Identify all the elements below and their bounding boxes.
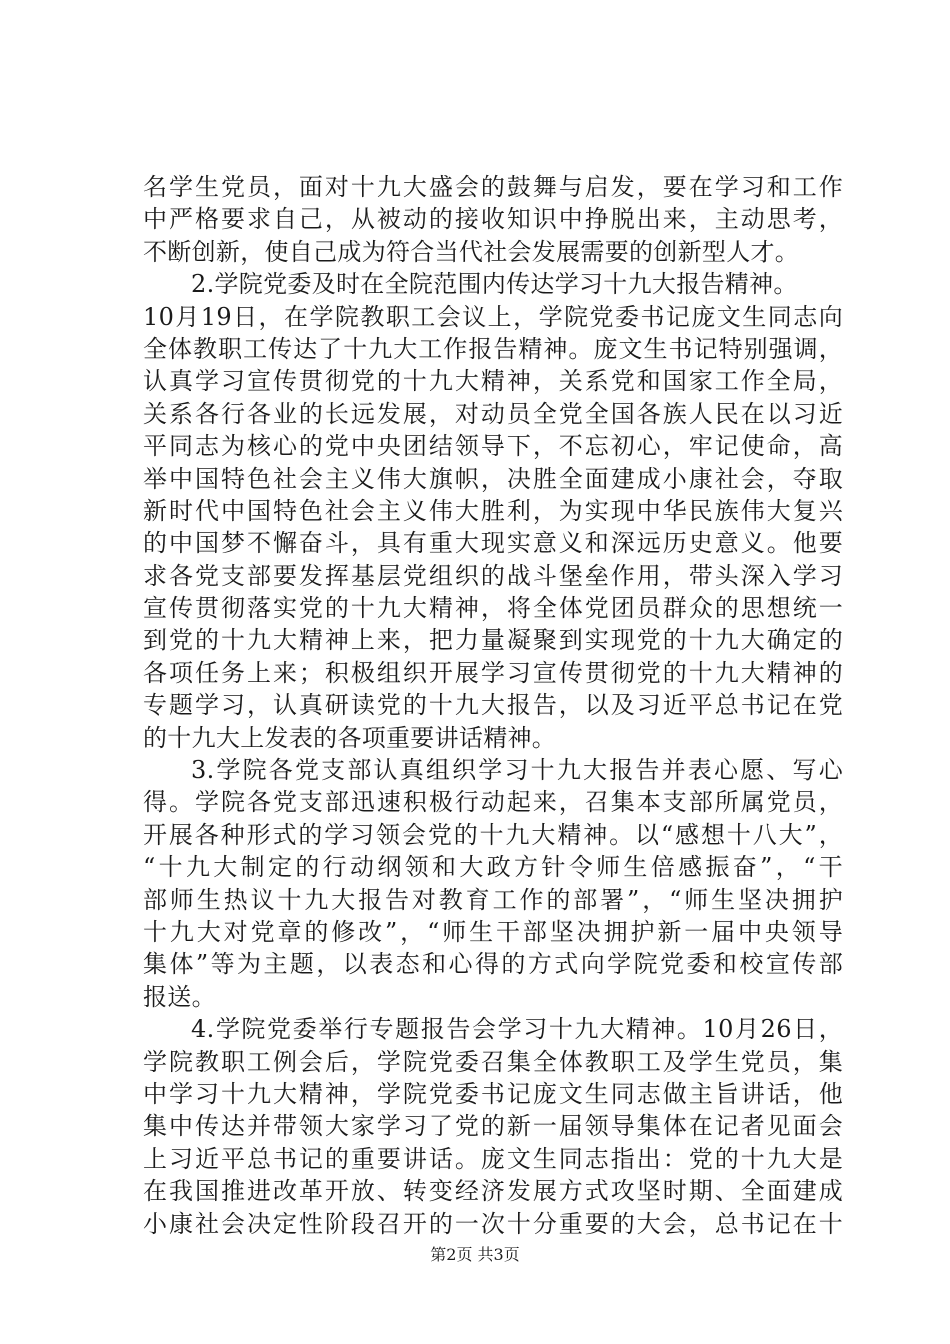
text-line: 报送。 <box>143 982 216 1011</box>
text-line: 十九大对党章的修改”，“师生干部坚决拥护新一届中央领导 <box>143 917 843 946</box>
text-line: 全体教职工传达了十九大工作报告精神。庞文生书记特别强调， <box>143 334 843 363</box>
text-line: 平同志为核心的党中央团结领导下，不忘初心，牢记使命，高 <box>143 432 843 461</box>
text-line: 中严格要求自己，从被动的接收知识中挣脱出来，主动思考， <box>143 205 843 234</box>
text-line: 的中国梦不懈奋斗，具有重大现实意义和深远历史意义。他要 <box>143 529 843 558</box>
text-line: 集中传达并带领大家学习了党的新一届领导集体在记者见面会 <box>143 1112 843 1141</box>
text-line: 求各党支部要发挥基层党组织的战斗堡垒作用，带头深入学习 <box>143 561 843 590</box>
text-line: 专题学习，认真研读党的十九大报告，以及习近平总书记在党 <box>143 691 843 720</box>
text-line: 开展各种形式的学习领会党的十九大精神。以“感想十八大”， <box>143 820 843 849</box>
text-line: 的十九大上发表的各项重要讲话精神。 <box>143 723 557 752</box>
paragraph-start-line: 3.学院各党支部认真组织学习十九大报告并表心愿、写心 <box>191 756 843 785</box>
page-number-footer: 第2页 共3页 <box>430 1245 520 1264</box>
text-line: 举中国特色社会主义伟大旗帜，决胜全面建成小康社会，夺取 <box>143 464 843 493</box>
text-line: 各项任务上来；积极组织开展学习宣传贯彻党的十九大精神的 <box>143 658 843 687</box>
text-line: 集体”等为主题，以表态和心得的方式向学院党委和校宣传部 <box>143 950 843 979</box>
text-line: 认真学习宣传贯彻党的十九大精神，关系党和国家工作全局， <box>143 367 843 396</box>
text-line: 名学生党员，面对十九大盛会的鼓舞与启发，要在学习和工作 <box>143 173 843 201</box>
text-line: 得。学院各党支部迅速积极行动起来，召集本支部所属党员， <box>143 788 843 817</box>
text-line: 到党的十九大精神上来，把力量凝聚到实现党的十九大确定的 <box>143 626 843 655</box>
text-line: 部师生热议十九大报告对教育工作的部署”，“师生坚决拥护 <box>143 885 843 914</box>
body-text <box>143 171 843 1240</box>
text-line: 上习近平总书记的重要讲话。庞文生同志指出：党的十九大是 <box>143 1144 843 1173</box>
text-line: 关系各行各业的长远发展，对动员全党全国各族人民在以习近 <box>143 399 843 428</box>
text-line: 10月19日，在学院教职工会议上，学院党委书记庞文生同志向 <box>143 302 843 331</box>
text-line: 小康社会决定性阶段召开的一次十分重要的大会，总书记在十 <box>143 1209 843 1238</box>
text-line: 宣传贯彻落实党的十九大精神，将全体党团员群众的思想统一 <box>143 594 843 623</box>
text-line: 中学习十九大精神，学院党委书记庞文生同志做主旨讲话，他 <box>143 1079 843 1108</box>
text-line: 不断创新，使自己成为符合当代社会发展需要的创新型人才。 <box>143 237 800 266</box>
text-line: “十九大制定的行动纲领和大政方针令师生倍感振奋”，“干 <box>143 853 843 882</box>
text-line: 在我国推进改革开放、转变经济发展方式攻坚时期、全面建成 <box>143 1177 843 1206</box>
text-line: 新时代中国特色社会主义伟大胜利，为实现中华民族伟大复兴 <box>143 496 843 525</box>
paragraph-start-line: 4.学院党委举行专题报告会学习十九大精神。10月26日， <box>191 1015 843 1044</box>
text-line: 学院教职工例会后，学院党委召集全体教职工及学生党员，集 <box>143 1047 843 1076</box>
paragraph-start-line: 2.学院党委及时在全院范围内传达学习十九大报告精神。 <box>191 270 798 299</box>
